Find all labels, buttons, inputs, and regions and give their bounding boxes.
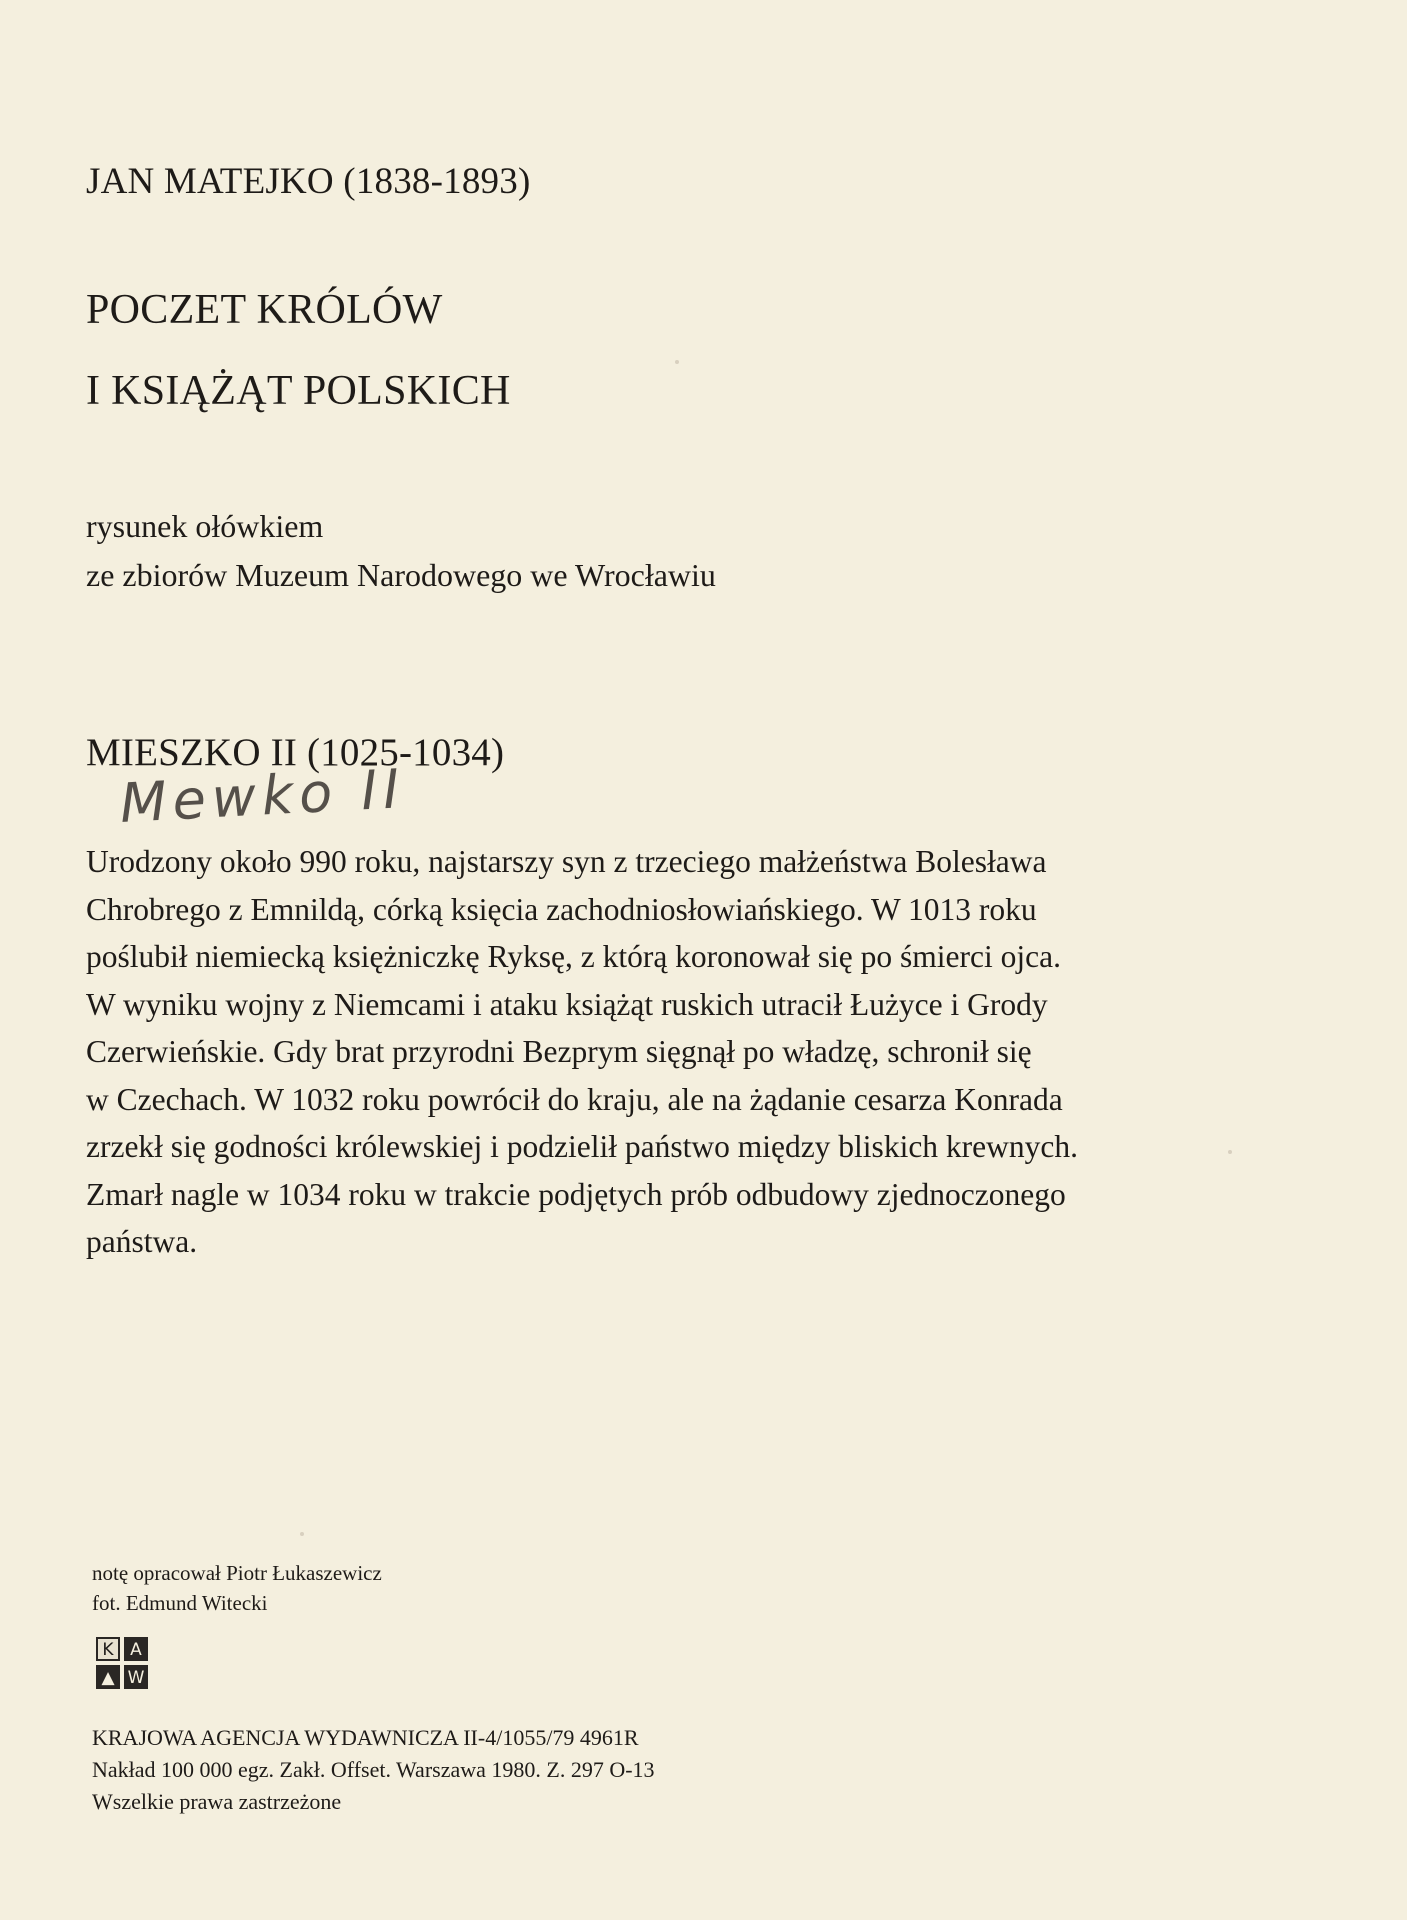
biography-line: Chrobrego z Emnildą, córką księcia zachodniosłowiańskiego. W 1013 roku (86, 891, 1037, 927)
author-heading: JAN MATEJKO (1838-1893) (86, 161, 531, 202)
photo-credit: fot. Edmund Witecki (92, 1591, 268, 1615)
paper-speck (300, 1532, 304, 1536)
logo-cell-symbol: ▲ (96, 1665, 120, 1689)
ruler-heading: MIESZKO II (1025-1034) (86, 731, 505, 774)
title-line-2: I KSIĄŻĄT POLSKICH (86, 368, 511, 414)
subtitle-line-2: ze zbiorów Muzeum Narodowego we Wrocławiu (86, 557, 716, 593)
note-author-credit: notę opracował Piotr Łukaszewicz (92, 1561, 382, 1585)
biography-line: Urodzony około 990 roku, najstarszy syn z trzeciego małżeństwa Bolesława (86, 844, 1047, 879)
biography-line: zrzekł się godności królewskiej i podzielił państwo między bliskich krewnych. (86, 1129, 1079, 1164)
biography-line: państwa. (86, 1224, 198, 1259)
biography-line: w Czechach. W 1032 roku powrócił do kraju, ale na żądanie cesarza Konrada (86, 1081, 1063, 1117)
handwritten-note: Mewko II (118, 757, 407, 835)
logo-cell-a: A (124, 1637, 148, 1661)
biography-line: poślubił niemiecką księżniczkę Ryksę, z którą koronował się po śmierci ojca. (86, 939, 1061, 974)
paper-speck (675, 360, 679, 364)
biography-line: W wyniku wojny z Niemcami i ataku książąt ruskich utracił Łużyce i Grody (86, 986, 1048, 1022)
subtitle-line-1: rysunek ołówkiem (86, 508, 324, 544)
imprint-line-1: KRAJOWA AGENCJA WYDAWNICZA II-4/1055/79 4961R (92, 1725, 639, 1750)
biography-paragraph (86, 838, 1226, 1266)
imprint-line-3: Wszelkie prawa zastrzeżone (92, 1789, 342, 1814)
paper-speck (1228, 1150, 1232, 1154)
logo-cell-w: W (124, 1665, 148, 1689)
imprint-line-2: Nakład 100 000 egz. Zakł. Offset. Warszawa 1980. Z. 297 O-13 (92, 1757, 655, 1782)
title-line-1: POCZET KRÓLÓW (86, 287, 443, 333)
biography-line: Czerwieńskie. Gdy brat przyrodni Bezprym sięgnął po władzę, schronił się (86, 1034, 1032, 1069)
logo-cell-k: K (96, 1637, 120, 1661)
biography-line: Zmarł nagle w 1034 roku w trakcie podjętych prób odbudowy zjednoczonego (86, 1176, 1066, 1212)
publisher-logo (96, 1637, 150, 1691)
